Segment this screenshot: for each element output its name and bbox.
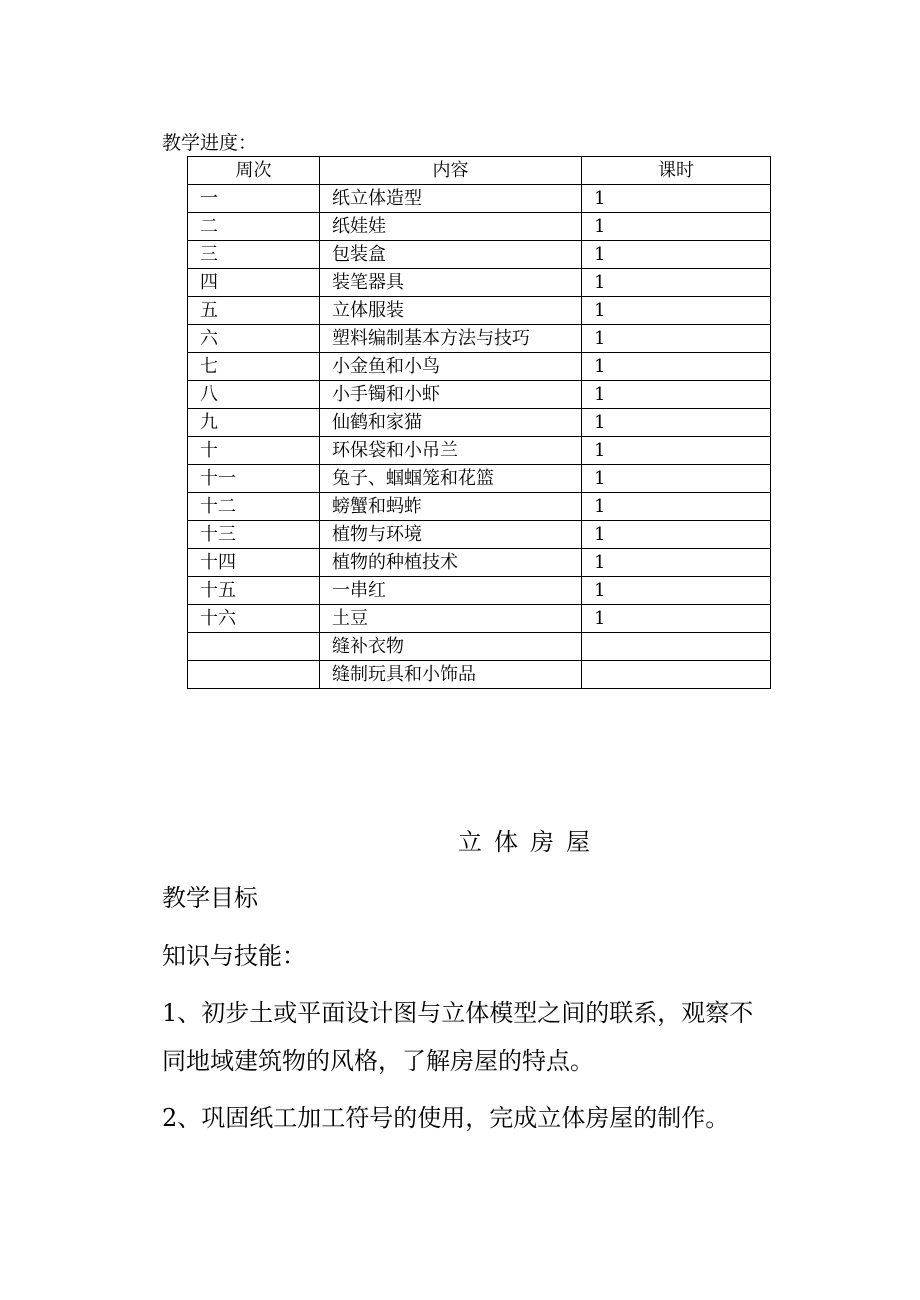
- table-row: [188, 381, 771, 409]
- cell-content: 包装盒: [320, 241, 582, 269]
- cell-hours: 1: [582, 465, 771, 493]
- cell-hours: 1: [582, 381, 771, 409]
- objective-item-1-line-2: 同地域建筑物的风格，了解房屋的特点。: [162, 1047, 594, 1075]
- cell-hours: 1: [582, 213, 771, 241]
- cell-hours: [582, 633, 771, 661]
- table-row: [188, 269, 771, 297]
- knowledge-heading: 知识与技能：: [162, 942, 306, 970]
- cell-week: 三: [188, 241, 320, 269]
- cell-week: 九: [188, 409, 320, 437]
- cell-content: 一串红: [320, 577, 582, 605]
- objective-item-1-line-1: 1、初步土或平面设计图与立体模型之间的联系，观察不: [162, 999, 754, 1027]
- table-row: [188, 521, 771, 549]
- cell-week: 十四: [188, 549, 320, 577]
- table-row: [188, 185, 771, 213]
- cell-content: 环保袋和小吊兰: [320, 437, 582, 465]
- table-row: [188, 633, 771, 661]
- cell-week: 一: [188, 185, 320, 213]
- cell-content: 小手镯和小虾: [320, 381, 582, 409]
- cell-hours: 1: [582, 605, 771, 633]
- lesson-title: 立体房屋: [458, 828, 602, 856]
- cell-hours: 1: [582, 577, 771, 605]
- cell-content: 小金鱼和小鸟: [320, 353, 582, 381]
- cell-week: 二: [188, 213, 320, 241]
- cell-content: 缝制玩具和小饰品: [320, 661, 582, 689]
- cell-week: 十六: [188, 605, 320, 633]
- schedule-table: [187, 156, 771, 689]
- cell-week: 四: [188, 269, 320, 297]
- cell-hours: 1: [582, 409, 771, 437]
- cell-hours: 1: [582, 437, 771, 465]
- cell-week: 十二: [188, 493, 320, 521]
- cell-hours: 1: [582, 185, 771, 213]
- cell-hours: 1: [582, 325, 771, 353]
- cell-content: 植物与环境: [320, 521, 582, 549]
- table-row: [188, 297, 771, 325]
- cell-week: 十一: [188, 465, 320, 493]
- cell-content: 立体服装: [320, 297, 582, 325]
- cell-content: 兔子、蝈蝈笼和花篮: [320, 465, 582, 493]
- cell-hours: 1: [582, 521, 771, 549]
- cell-content: 缝补衣物: [320, 633, 582, 661]
- cell-week: 五: [188, 297, 320, 325]
- cell-content: 纸立体造型: [320, 185, 582, 213]
- cell-content: 仙鹤和家猫: [320, 409, 582, 437]
- table-row: [188, 437, 771, 465]
- table-row: [188, 605, 771, 633]
- cell-hours: [582, 661, 771, 689]
- table-row: [188, 661, 771, 689]
- cell-week: 六: [188, 325, 320, 353]
- cell-content: 纸娃娃: [320, 213, 582, 241]
- cell-content: 土豆: [320, 605, 582, 633]
- objective-item-2: 2、巩固纸工加工符号的使用，完成立体房屋的制作。: [162, 1104, 730, 1132]
- cell-week: [188, 661, 320, 689]
- cell-week: 七: [188, 353, 320, 381]
- cell-hours: 1: [582, 493, 771, 521]
- table-row: [188, 577, 771, 605]
- cell-hours: 1: [582, 269, 771, 297]
- cell-week: [188, 633, 320, 661]
- cell-week: 十: [188, 437, 320, 465]
- table-row: [188, 409, 771, 437]
- cell-hours: 1: [582, 241, 771, 269]
- table-row: [188, 353, 771, 381]
- objectives-heading: 教学目标: [162, 884, 258, 912]
- cell-hours: 1: [582, 549, 771, 577]
- schedule-label: 教学进度：: [162, 132, 258, 154]
- table-row: [188, 325, 771, 353]
- header-week: 周次: [188, 157, 320, 185]
- cell-content: 装笔器具: [320, 269, 582, 297]
- cell-hours: 1: [582, 297, 771, 325]
- schedule-body: [188, 185, 771, 689]
- cell-week: 八: [188, 381, 320, 409]
- table-header-row: [188, 157, 771, 185]
- cell-content: 植物的种植技术: [320, 549, 582, 577]
- table-row: [188, 241, 771, 269]
- table-row: [188, 493, 771, 521]
- cell-week: 十三: [188, 521, 320, 549]
- cell-hours: 1: [582, 353, 771, 381]
- cell-content: 螃蟹和蚂蚱: [320, 493, 582, 521]
- header-content: 内容: [320, 157, 582, 185]
- cell-week: 十五: [188, 577, 320, 605]
- table-row: [188, 465, 771, 493]
- table-row: [188, 549, 771, 577]
- table-row: [188, 213, 771, 241]
- cell-content: 塑料编制基本方法与技巧: [320, 325, 582, 353]
- header-hours: 课时: [582, 157, 771, 185]
